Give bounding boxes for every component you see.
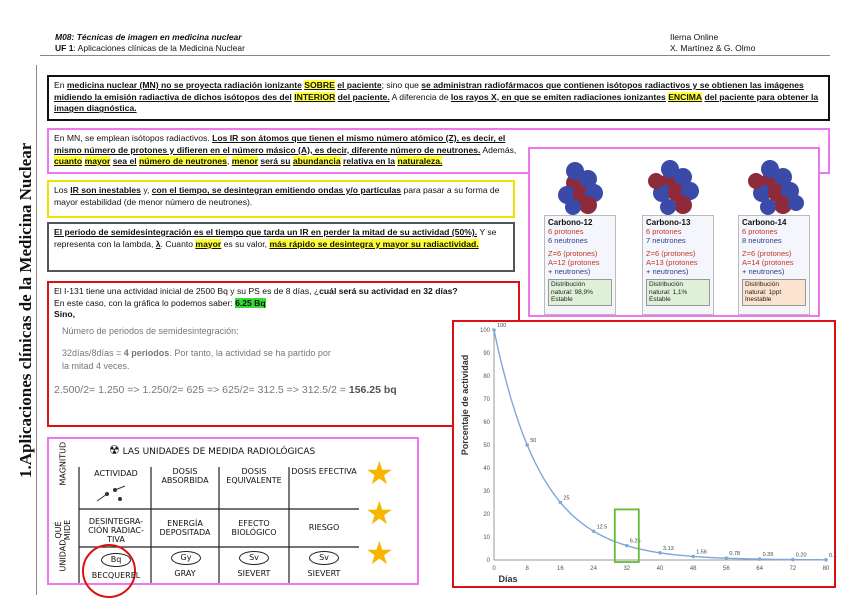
data-label: 25 bbox=[563, 495, 570, 502]
data-label: 0.78 bbox=[729, 551, 741, 558]
y-tick-label: 40 bbox=[483, 466, 490, 472]
header-unit: UF 1: Aplicaciones clínicas de la Medicina Nuclear bbox=[55, 43, 245, 53]
x-tick-label: 24 bbox=[590, 566, 597, 572]
col-magnitude-3: DOSIS EQUIVALENTE bbox=[226, 467, 282, 485]
radiation-icon: ☢ bbox=[109, 443, 120, 457]
col-magnitude-1: ACTIVIDAD bbox=[94, 469, 138, 478]
iso-card-c14: Carbono-14 6 protones 8 neutrones Z=6 (protones) A=14 (protones + neutrones) Distribución natural: 1ppt Inestable bbox=[738, 215, 810, 315]
units-title: ☢ LAS UNIDADES DE MEDIDA RADIOLÓGICAS bbox=[109, 443, 316, 457]
data-point bbox=[492, 328, 496, 332]
y-tick-label: 70 bbox=[483, 397, 490, 403]
row-label-magnitude: MAGNITUD bbox=[58, 441, 68, 486]
problem-box bbox=[47, 281, 520, 427]
decay-chart bbox=[454, 322, 837, 586]
unit-symbol-sv-1: Sv bbox=[239, 551, 269, 565]
nucleus-c13-icon bbox=[648, 160, 699, 215]
x-tick-label: 80 bbox=[822, 566, 830, 572]
highlight-32-days bbox=[615, 509, 639, 562]
y-axis-title: Porcentaje de actividad bbox=[460, 354, 470, 456]
header-org: Ilerna Online bbox=[670, 32, 719, 42]
x-tick-label: 48 bbox=[689, 566, 697, 572]
nucleus-c14-icon bbox=[748, 160, 804, 215]
x-axis-title: Días bbox=[498, 574, 518, 584]
problem-calc: 2.500/2= 1.250 => 1.250/2= 625 => 625/2= 312.5 => 312.5/2 = 156.25 bq bbox=[54, 384, 397, 397]
y-tick-label: 0 bbox=[486, 558, 490, 564]
y-tick-label: 80 bbox=[483, 374, 490, 380]
data-label: 50 bbox=[530, 438, 537, 444]
x-tick-label: 0 bbox=[492, 566, 496, 572]
nuclei-icons bbox=[530, 151, 818, 221]
data-label: 0.20 bbox=[795, 552, 807, 559]
y-tick-label: 10 bbox=[483, 535, 490, 541]
row-label-unit: UNIDAD bbox=[58, 539, 68, 572]
unit-name-3: SIEVERT bbox=[237, 569, 271, 578]
x-tick-label: 32 bbox=[623, 566, 631, 572]
decay-chart-box bbox=[452, 320, 836, 588]
problem-sino: Sino, bbox=[54, 309, 76, 320]
x-tick-label: 16 bbox=[557, 566, 564, 572]
isotope-figure bbox=[528, 147, 820, 317]
x-tick-label: 40 bbox=[656, 566, 664, 572]
unit-symbol-bq: Bq bbox=[101, 553, 131, 567]
data-label: 0.1 bbox=[829, 552, 837, 559]
data-point bbox=[625, 544, 629, 548]
header-module: M08: Técnicas de imagen en medicina nuclear bbox=[55, 32, 242, 42]
iso-card-c12: Carbono-12 6 protones 6 neutrones Z=6 (protones) A=12 (protones + neutrones) Distribución natural: 98,9% Estable bbox=[544, 215, 616, 315]
x-tick-label: 72 bbox=[789, 566, 797, 572]
y-tick-label: 30 bbox=[483, 489, 490, 495]
unit-name-4: SIEVERT bbox=[307, 569, 341, 578]
unit-name-1: BECQUEREL bbox=[91, 571, 141, 580]
col-magnitude-4: DOSIS EFECTIVA bbox=[291, 467, 357, 476]
side-title: 1.Aplicaciones clínicas de la Medicina Nuclear bbox=[16, 142, 35, 478]
nucleus-c12-icon bbox=[558, 162, 603, 215]
data-point bbox=[658, 551, 662, 555]
star-icon: ★ bbox=[365, 455, 394, 491]
col-measures-3: EFECTO BIOLÓGICO bbox=[231, 519, 277, 537]
problem-line2: 32días/8días = 4 periodos. Por tanto, la actividad se ha partido por la mitad 4 veces. bbox=[62, 348, 331, 372]
y-tick-label: 60 bbox=[483, 420, 490, 426]
col-magnitude-2: DOSIS ABSORBIDA bbox=[161, 467, 209, 485]
data-point bbox=[691, 555, 695, 559]
data-point bbox=[525, 443, 529, 447]
data-label: 12.5 bbox=[596, 524, 608, 531]
x-tick-label: 56 bbox=[723, 566, 730, 572]
data-point bbox=[592, 529, 596, 533]
row-label-measures: QUÉ MIDE bbox=[54, 519, 72, 541]
unit-symbol-gy: Gy bbox=[171, 551, 201, 565]
data-label: 0.39 bbox=[762, 552, 774, 559]
x-tick-label: 64 bbox=[756, 566, 763, 572]
data-label: 3.13 bbox=[663, 545, 674, 552]
halflife-box: El periodo de semidesintegración es el tiempo que tarda un IR en perder la mitad de su actividad (50%). Y se representa con la lambda, λ. Cuanto mayor es su valor, más rápido se desintegra y mayor su radiactividad. bbox=[47, 222, 515, 272]
star-icon: ★ bbox=[365, 495, 394, 531]
x-tick-label: 8 bbox=[525, 566, 529, 572]
y-tick-label: 90 bbox=[483, 351, 490, 357]
col-measures-4: RIESGO bbox=[308, 523, 340, 532]
col-measures-2: ENERGÍA DEPOSITADA bbox=[159, 519, 211, 537]
data-point bbox=[758, 557, 762, 561]
data-point bbox=[725, 556, 729, 560]
data-label: 6.25 bbox=[629, 538, 641, 545]
data-label: 100 bbox=[497, 323, 507, 329]
unit-name-2: GRAY bbox=[174, 569, 196, 578]
unit-symbol-sv-2: Sv bbox=[309, 551, 339, 565]
header-divider bbox=[40, 55, 830, 56]
decay-series-line bbox=[494, 330, 826, 560]
y-tick-label: 100 bbox=[479, 328, 490, 334]
isotopes-box: En MN, se emplean isótopos radiactivos. Los IR son átomos que tienen el mismo número atómico (Z), es decir, el mismo número de protones y difieren en el número másico (A), es decir, diferente número de neutrones. Además, cuanto mayor sea el número de neutrones, menor será su abundancia relativa en la naturaleza. bbox=[47, 128, 830, 174]
header-authors: X. Martínez & G. Olmo bbox=[670, 43, 756, 53]
star-icon: ★ bbox=[365, 535, 394, 571]
problem-line1: Número de periodos de semidesintegración: bbox=[62, 325, 239, 336]
col-measures-1: DESINTEGRA-CIÓN RADIAC-TIVA bbox=[88, 517, 144, 544]
problem-question: El I-131 tiene una actividad inicial de 2500 Bq y su PS es de 8 días, ¿cuál será su actividad en 32 días? bbox=[54, 286, 458, 296]
data-label: 1.56 bbox=[696, 549, 707, 556]
intro-box: En medicina nuclear (MN) no se proyecta radiación ionizante SOBRE el paciente; sino que se administran radiofármacos que contienen isótopos radiactivos y se obtienen las imágenes midiendo la emisión radiactiva de dichos isótopos des del INTERIOR del paciente. A diferencia de los rayos X, en que se emiten radiaciones ionizantes ENCIMA del paciente para obtener la imagen diagnóstica. bbox=[47, 75, 830, 121]
data-point bbox=[791, 558, 795, 562]
y-tick-label: 20 bbox=[483, 512, 490, 518]
unstable-box: Los IR son inestables y, con el tiempo, se desintegran emitiendo ondas y/o partículas para pasar a su forma de mayor estabilidad (de menor número de neutrones). bbox=[47, 180, 515, 218]
problem-answer-line: En este caso, con la gráfica lo podemos saber: 6.25 Bq bbox=[54, 297, 266, 308]
data-point bbox=[559, 501, 563, 505]
units-sketch bbox=[47, 437, 419, 585]
iso-card-c13: Carbono-13 6 protones 7 neutrones Z=6 (protones) A=13 (protones + neutrones) Distribución natural: 1,1% Estable bbox=[642, 215, 714, 315]
data-point bbox=[824, 558, 828, 562]
side-divider bbox=[36, 65, 37, 595]
y-tick-label: 50 bbox=[483, 443, 490, 449]
